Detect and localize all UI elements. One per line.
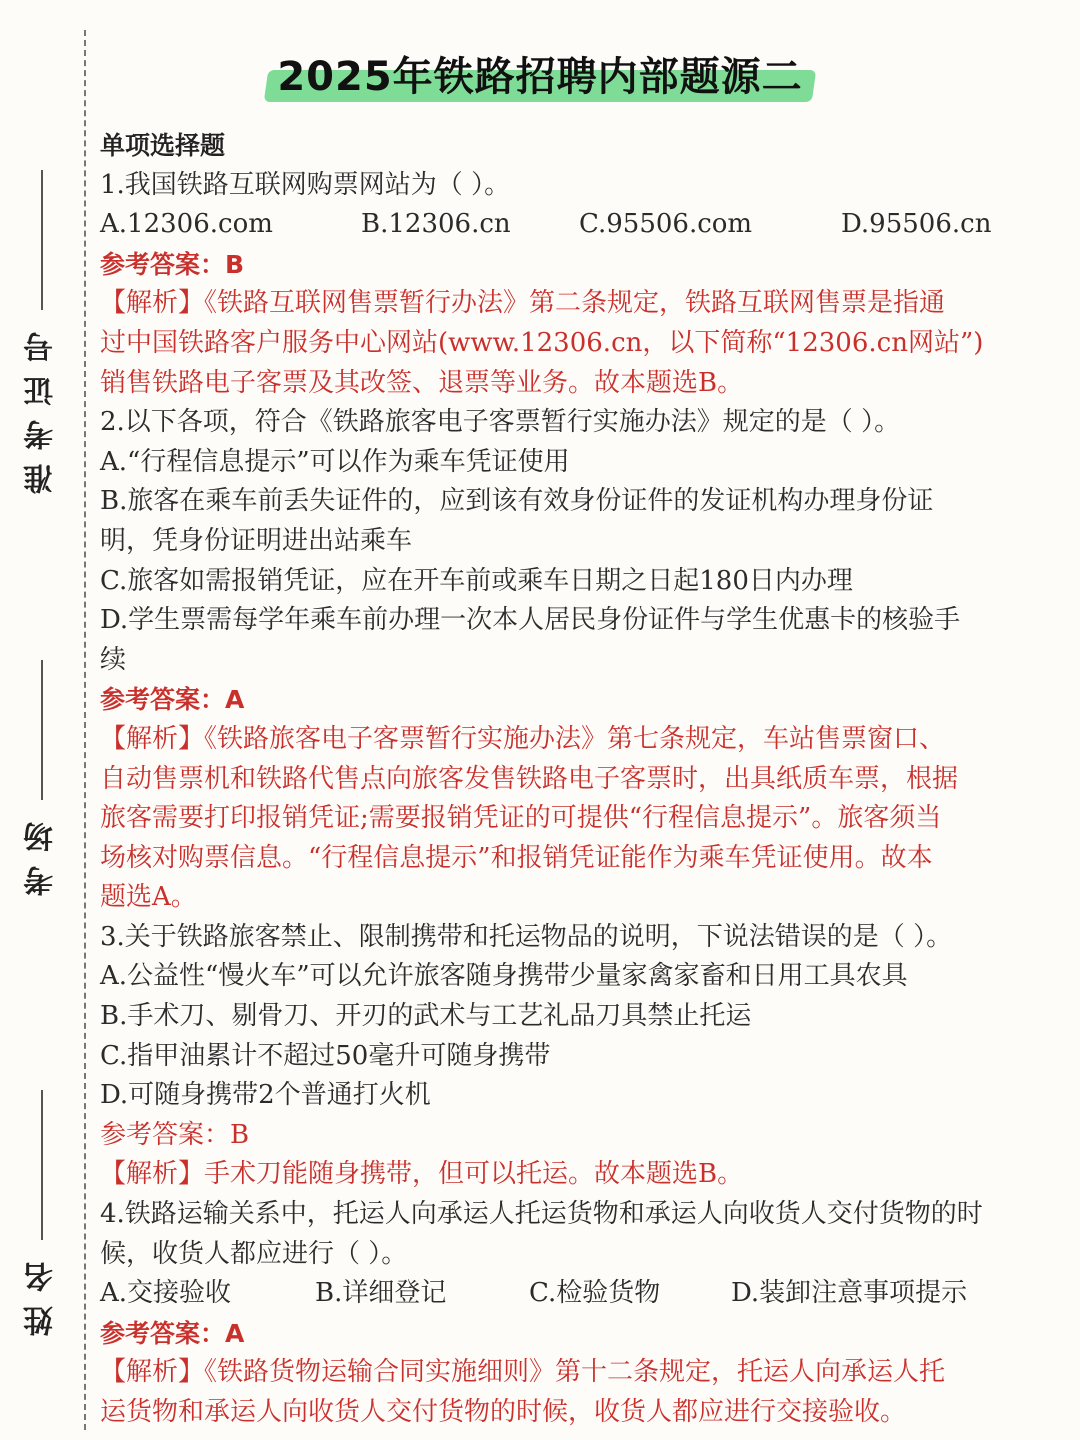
name-rule [41,1090,43,1240]
section-heading: 单项选择题 [100,131,226,160]
q4-analysis-line: 【解析】《铁路货物运输合同实施细则》第十二条规定，托运人向承运人托 [100,1357,946,1388]
q3-answer: 参考答案：B [100,1119,250,1150]
name-label: 姓名 [24,1248,59,1336]
binding-strip [0,0,86,1440]
dashed-cut-line [84,30,86,1430]
q1-options [100,205,1066,245]
q1-answer: 参考答案：B [100,249,245,279]
q1-analysis-line: 【解析】《铁路互联网售票暂行办法》第二条规定，铁路互联网售票是指通 [100,288,946,319]
q2-option-line: 明，凭身份证明进出站乘车 [100,525,413,556]
exam-room-rule [41,660,43,800]
page-title: 2025年铁路招聘内部题源二 [277,54,803,100]
q1-option-d: D.95506.cn [841,209,992,240]
q3-stem: 3.关于铁路旅客禁止、限制携带和托运物品的说明，下说法错误的是（ ）。 [100,921,953,952]
q4-option-a: A.交接验收 [100,1278,232,1309]
q4-option-d: D.装卸注意事项提示 [731,1278,968,1309]
q4-options [100,1274,1066,1314]
exam-number-field [20,170,64,494]
q2-analysis-line: 【解析】《铁路旅客电子客票暂行实施办法》第七条规定，车站售票窗口、 [100,723,946,754]
q2-option-line: A.“行程信息提示”可以作为乘车凭证使用 [100,446,570,477]
q3-analysis-line: 【解析】手术刀能随身携带，但可以托运。故本题选B。 [100,1159,744,1190]
q3-option-line: C.指甲油累计不超过50毫升可随身携带 [100,1040,551,1071]
q2-stem: 2.以下各项，符合《铁路旅客电子客票暂行实施办法》规定的是（ ）。 [100,407,901,438]
q2-option-line: C.旅客如需报销凭证，应在开车前或乘车日期之日起180日内办理 [100,565,853,596]
q3-option-line: B.手术刀、剔骨刀、开刃的武术与工艺礼品刀具禁止托运 [100,1001,752,1032]
q2-analysis-line: 旅客需要打印报销凭证;需要报销凭证的可提供“行程信息提示”。旅客须当 [100,803,942,834]
q2-option-line: D.学生票需每学年乘车前办理一次本人居民身份证件与学生优惠卡的核验手 [100,605,961,636]
q3-option-line: D.可随身携带2个普通打火机 [100,1080,431,1111]
exam-room-field [20,660,64,896]
q2-answer: 参考答案：A [100,685,245,715]
q4-analysis-line: 运货物和承运人向收货人交付货物的时候，收货人都应进行交接验收。 [100,1397,907,1427]
q4-stem-line: 4.铁路运输关系中，托运人向承运人托运货物和承运人向收货人交付货物的时 [100,1199,983,1230]
q2-analysis-line: 场核对购票信息。“行程信息提示”和报销凭证能作为乘车凭证使用。故本 [100,842,933,873]
title-block [262,48,818,110]
q4-option-b: B.详细登记 [315,1278,447,1309]
q1-option-b: B.12306.cn [361,209,511,240]
q3-option-line: A.公益性“慢火车”可以允许旅客随身携带少量家禽家畜和日用工具农具 [100,961,908,992]
exam-number-label: 准考证号 [24,318,59,494]
q4-stem-line: 候，收货人都应进行（ ）。 [100,1238,408,1269]
q4-answer: 参考答案：A [100,1318,245,1348]
q1-option-a: A.12306.com [100,209,273,240]
q1-option-c: C.95506.com [579,209,753,240]
q2-analysis-line: 自动售票机和铁路代售点向旅客发售铁路电子客票时，出具纸质车票，根据 [100,763,959,794]
q2-analysis-line: 题选A。 [100,882,197,913]
q2-option-line: B.旅客在乘车前丢失证件的，应到该有效身份证件的发证机构办理身份证 [100,486,934,517]
q1-stem: 1.我国铁路互联网购票网站为（ ）。 [100,169,511,200]
q1-analysis-line: 销售铁路电子客票及其改签、退票等业务。故本题选B。 [100,367,744,398]
q4-option-c: C.检验货物 [529,1278,661,1309]
exam-number-rule [41,170,43,310]
q1-analysis-line: 过中国铁路客户服务中心网站(www.12306.cn，以下简称“12306.cn网站”) [100,327,984,358]
exam-room-label: 考场 [24,808,59,896]
question-content [100,126,1066,1433]
q2-option-line: 续 [100,644,127,675]
name-field [20,1090,64,1336]
